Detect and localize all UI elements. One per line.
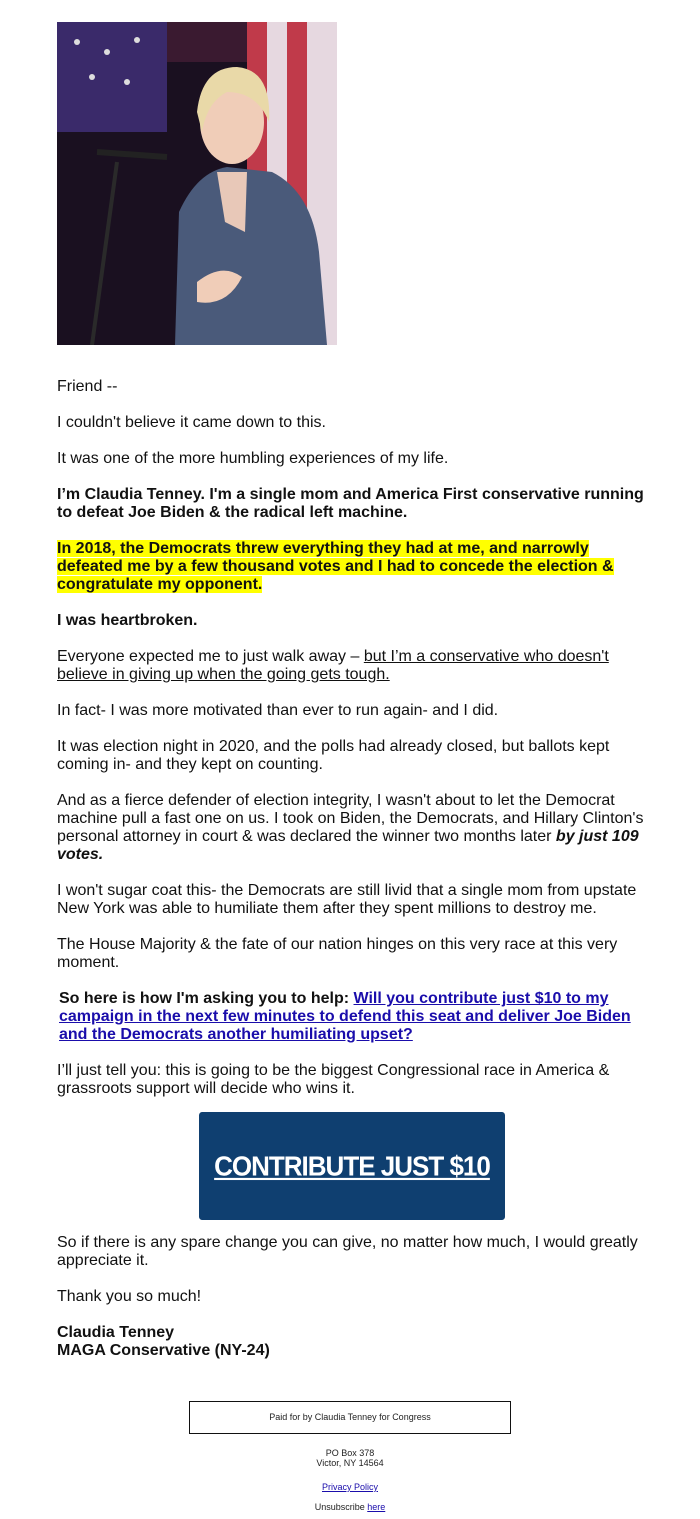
signature-name: Claudia Tenney xyxy=(57,1324,175,1341)
candidate-photo xyxy=(57,22,337,345)
paid-for-box: Paid for by Claudia Tenney for Congress xyxy=(189,1401,511,1434)
ask-lead: So here is how I'm asking you to help: xyxy=(59,990,354,1007)
signature-title: MAGA Conservative (NY-24) xyxy=(57,1342,270,1359)
paragraph-9-emphasis: by just 109 votes. xyxy=(57,828,639,863)
paragraph-15: Thank you so much! xyxy=(57,1288,202,1305)
greeting: Friend -- xyxy=(57,378,118,395)
unsubscribe-line xyxy=(0,1502,700,1512)
paragraph-6 xyxy=(57,648,647,684)
email-footer xyxy=(0,1401,700,1512)
contribute-button[interactable]: CONTRIBUTE JUST $10 xyxy=(199,1112,505,1220)
unsubscribe-link[interactable]: here xyxy=(367,1502,386,1512)
signature xyxy=(57,1324,647,1360)
paragraph-7: In fact- I was more motivated than ever to run again- and I did. xyxy=(57,702,499,719)
po-box: PO Box 378 xyxy=(325,1448,375,1458)
intro-paragraph: I’m Claudia Tenney. I'm a single mom and America First conservative running to defeat Joe Biden & the radical left machine. xyxy=(57,486,644,521)
city-state: Victor, NY 14564 xyxy=(316,1458,384,1468)
paragraph-6-text: Everyone expected me to just walk away – xyxy=(57,648,364,665)
paragraph-9 xyxy=(57,792,647,864)
unsubscribe-text: Unsubscribe xyxy=(314,1502,368,1512)
heartbroken-paragraph: I was heartbroken. xyxy=(57,612,198,629)
paragraph-13: I’ll just tell you: this is going to be the biggest Congressional race in America & grassroots support will decide who wins it. xyxy=(57,1062,610,1097)
paragraph-9-text: And as a fierce defender of election integrity, I wasn't about to let the Democrat machine pull a fast one on us. I took on Biden, the Democrats, and Hillary Clinton's personal attorney in court & was declared the winner two months later xyxy=(57,792,644,845)
contribute-link[interactable]: Will you contribute just $10 to my campaign in the next few minutes to defend this seat and deliver Joe Biden and the Democrats another humiliating upset? xyxy=(59,990,631,1043)
privacy-policy-link[interactable]: Privacy Policy xyxy=(321,1482,378,1492)
paragraph-6-underlined: but I’m a conservative who doesn't believe in giving up when the going gets tough. xyxy=(57,648,609,683)
paragraph-14: So if there is any spare change you can give, no matter how much, I would greatly appreciate it. xyxy=(57,1234,638,1269)
highlight-paragraph xyxy=(57,540,647,594)
paragraph-8: It was election night in 2020, and the polls had already closed, but ballots kept coming in- and they kept on counting. xyxy=(57,738,610,773)
email-body xyxy=(57,378,647,1378)
cta-wrapper xyxy=(57,1116,647,1216)
paragraph-1: I couldn't believe it came down to this. xyxy=(57,414,326,431)
paragraph-2: It was one of the more humbling experiences of my life. xyxy=(57,450,449,467)
paragraph-11: The House Majority & the fate of our nation hinges on this very race at this very moment. xyxy=(57,936,618,971)
ask-paragraph xyxy=(57,990,647,1044)
paragraph-10: I won't sugar coat this- the Democrats are still livid that a single mom from upstate New York was able to humiliate them after they spent millions to destroy me. xyxy=(57,882,637,917)
highlighted-text: In 2018, the Democrats threw everything they had at me, and narrowly defeated me by a few thousand votes and I had to concede the election & congratulate my opponent. xyxy=(57,540,614,593)
candidate-photo-illustration xyxy=(57,22,337,345)
